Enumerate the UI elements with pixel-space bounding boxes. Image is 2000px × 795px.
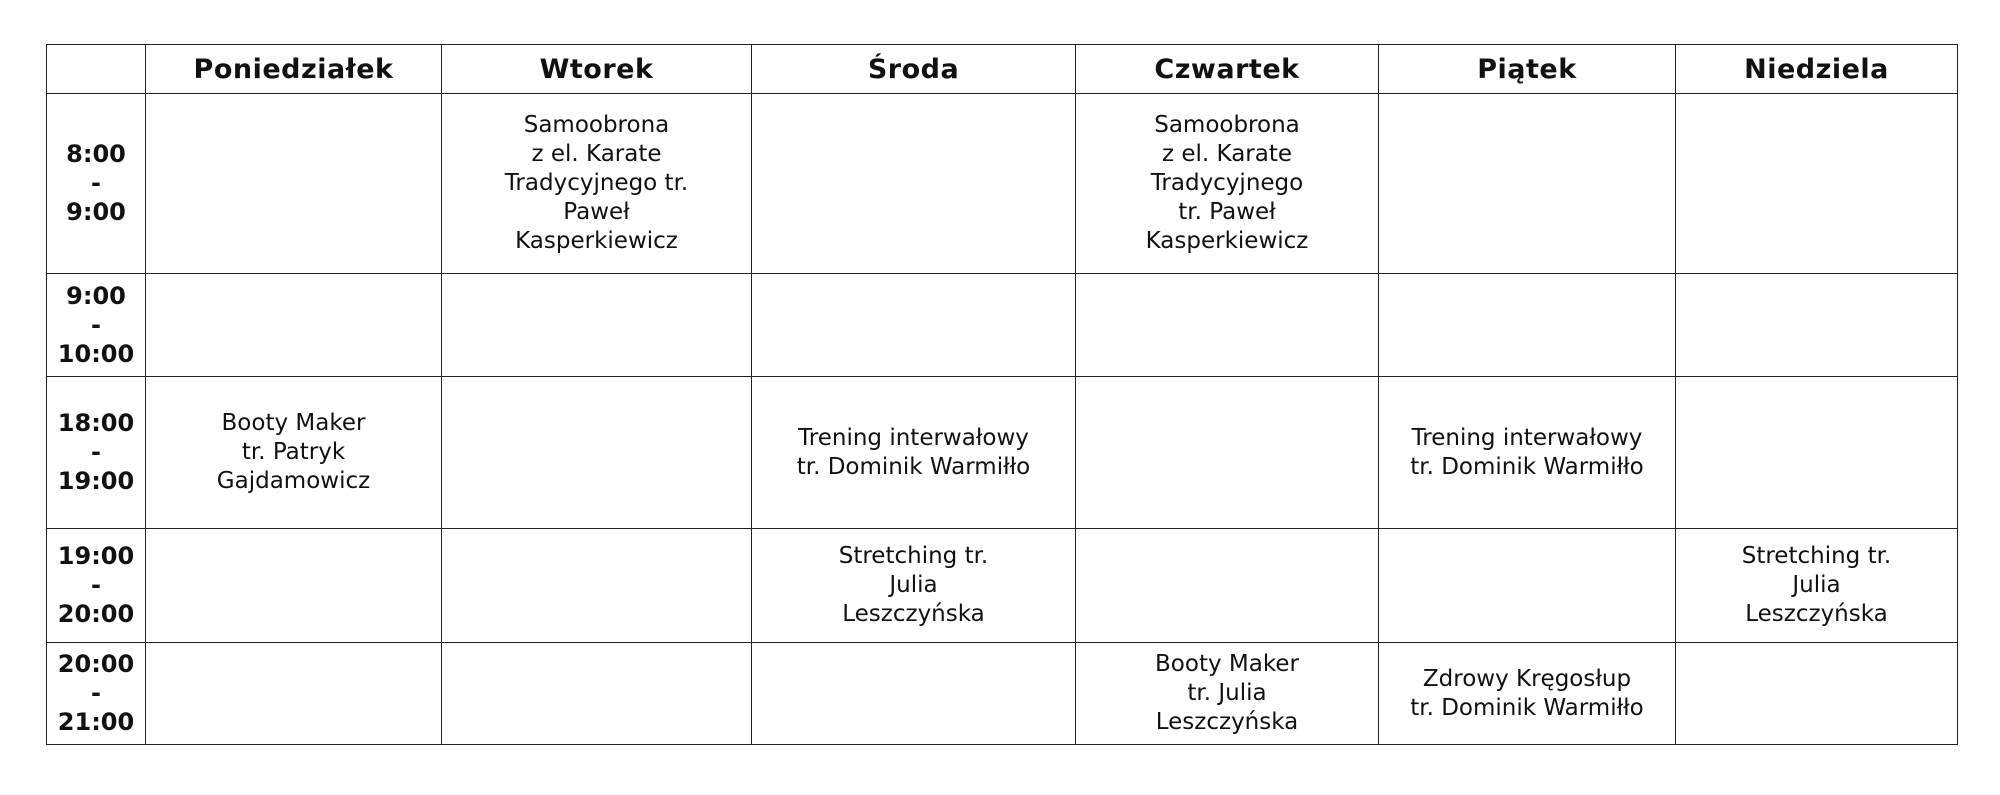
class-cell: [752, 643, 1076, 745]
class-cell: Booty Maker tr. Julia Leszczyńska: [1076, 643, 1379, 745]
class-cell: [442, 529, 752, 643]
class-cell: [752, 94, 1076, 274]
time-row: [47, 643, 1958, 745]
time-start: 18:00: [57, 409, 135, 437]
time-end: 10:00: [57, 339, 135, 368]
time-start: 9:00: [66, 281, 126, 310]
schedule-table: [46, 44, 1958, 745]
time-end: 20:00: [57, 600, 135, 628]
class-cell: Samoobrona z el. Karate Tradycyjnego tr. Paweł Kasperkiewicz: [442, 94, 752, 274]
time-row: [47, 529, 1958, 643]
class-cell: [146, 529, 442, 643]
day-header-monday: Poniedziałek: [146, 45, 442, 94]
class-cell: Stretching tr. Julia Leszczyńska: [1676, 529, 1958, 643]
class-cell: Booty Maker tr. Patryk Gajdamowicz: [146, 377, 442, 529]
class-cell: Stretching tr. Julia Leszczyńska: [752, 529, 1076, 643]
day-header-tuesday: Wtorek: [442, 45, 752, 94]
class-cell: [146, 643, 442, 745]
time-slot: [47, 643, 146, 745]
time-separator: -: [91, 679, 101, 707]
time-start: 8:00: [66, 140, 126, 168]
corner-cell: [47, 45, 146, 94]
class-cell: [1676, 94, 1958, 274]
class-cell: Trening interwałowy tr. Dominik Warmiłło: [752, 377, 1076, 529]
class-cell: [1676, 377, 1958, 529]
class-cell: [1076, 274, 1379, 377]
class-cell: [442, 274, 752, 377]
class-cell: Zdrowy Kręgosłup tr. Dominik Warmiłło: [1379, 643, 1676, 745]
time-start: 20:00: [57, 650, 135, 678]
time-start: 19:00: [57, 542, 135, 570]
day-header-friday: Piątek: [1379, 45, 1676, 94]
class-cell: [1676, 643, 1958, 745]
day-header-wednesday: Środa: [752, 45, 1076, 94]
time-separator: -: [91, 310, 101, 339]
class-cell: Trening interwałowy tr. Dominik Warmiłło: [1379, 377, 1676, 529]
class-cell: [146, 274, 442, 377]
time-end: 9:00: [66, 198, 126, 226]
class-cell: [442, 643, 752, 745]
time-row: [47, 94, 1958, 274]
header-row: [47, 45, 1958, 94]
time-separator: -: [91, 571, 101, 599]
class-cell: [146, 94, 442, 274]
day-header-sunday: Niedziela: [1676, 45, 1958, 94]
class-cell: [752, 274, 1076, 377]
time-end: 19:00: [57, 467, 135, 495]
class-cell: [1076, 377, 1379, 529]
class-cell: [1379, 94, 1676, 274]
class-cell: [1676, 274, 1958, 377]
time-separator: -: [91, 169, 101, 197]
time-slot: [47, 274, 146, 377]
time-slot: [47, 529, 146, 643]
day-header-thursday: Czwartek: [1076, 45, 1379, 94]
class-cell: [1379, 529, 1676, 643]
class-cell: [1379, 274, 1676, 377]
time-row: [47, 377, 1958, 529]
class-cell: [442, 377, 752, 529]
time-slot: [47, 94, 146, 274]
time-separator: -: [91, 438, 101, 466]
class-cell: [1076, 529, 1379, 643]
time-slot: [47, 377, 146, 529]
time-end: 21:00: [57, 708, 135, 736]
class-cell: Samoobrona z el. Karate Tradycyjnego tr. Paweł Kasperkiewicz: [1076, 94, 1379, 274]
time-row: [47, 274, 1958, 377]
